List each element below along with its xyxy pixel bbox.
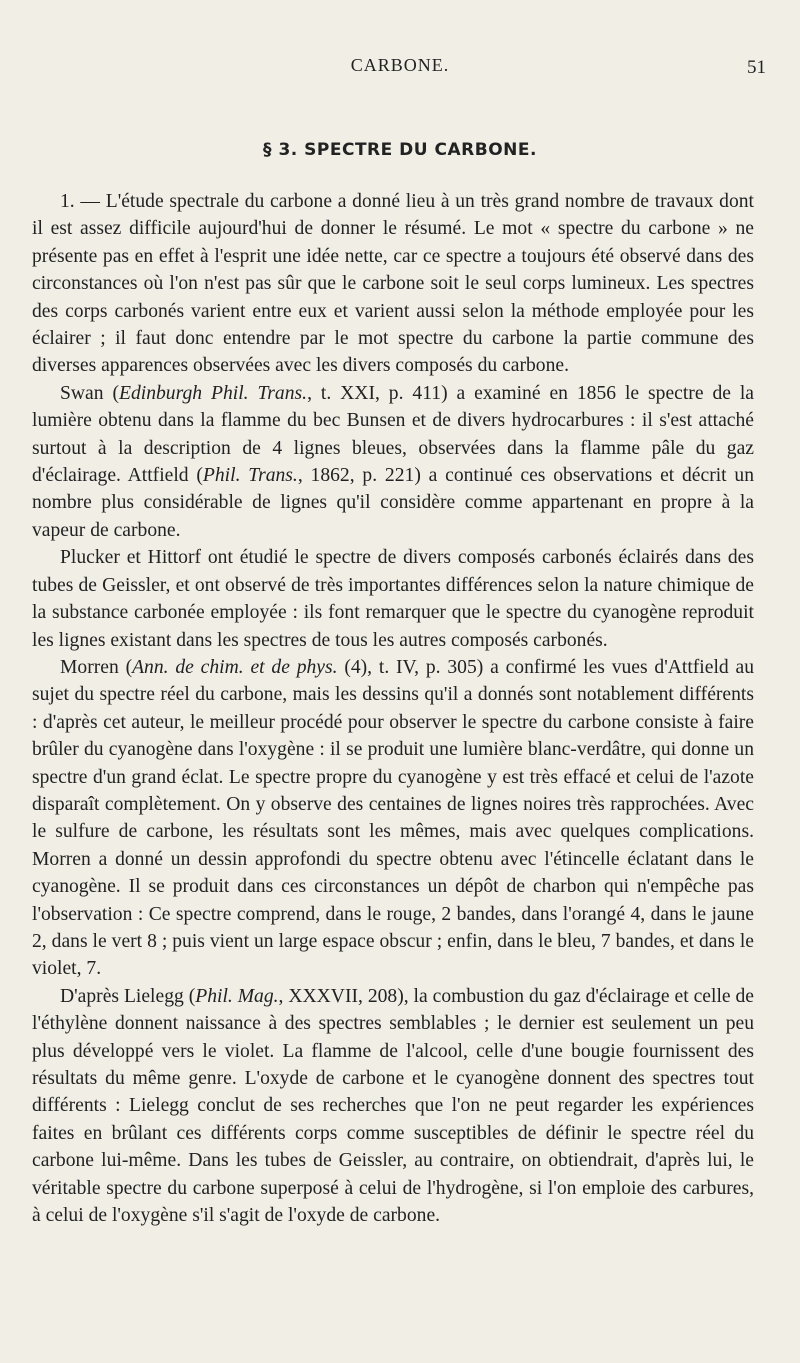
paragraph [32,654,754,983]
paragraph [32,983,754,1230]
paragraph [32,544,754,654]
text-run: 1. — L'étude spectrale du carbone a donné lieu à un très grand nombre de travaux dont il est assez difficile aujourd'hui de donner le résumé. Le mot « spectre du carbone » ne présente pas en effet à l'esprit une idée nette, car ce spectre a toujours été observé dans des circonstances où l'on n'est pas sûr que le carbone soit le seul corps lumineux. Les spectres des corps carbonés varient entre eux et varient aussi selon la méthode employée pour les éclairer ; il faut donc entendre par le mot spectre du carbone la partie commune des diverses apparences observées avec les divers composés du carbone. [32,191,754,377]
text-run: Plucker et Hittorf ont étudié le spectre de divers composés carbonés éclairés dans des tubes de Geissler, et ont observé de très importantes différences selon la nature chimique de la substance carbonée employée : ils font remarquer que le spectre du cyanogène reproduit les lignes existant dans les spectres de tous les autres composés carbonés. [32,547,754,651]
paragraph [32,380,754,544]
text-run: Swan ( [60,382,119,404]
running-title: CARBONE. [350,55,450,75]
text-run: , 1862, p. 221) a continué ces observations et décrit un nombre plus considérable de lignes qu'il considère comme appartenant en propre à la vapeur de carbone. [32,465,755,541]
citation-title: Edinburgh Phil. Trans. [119,382,308,404]
text-run: , t. XXI, p. 411) a examiné en 1856 le spectre de la lumière obtenu dans la flamme du bec Bunsen et de divers hydrocarbures : il s'est attaché surtout à la description de 4 lignes bleues, observées dans la flamme pâle du gaz d'éclairage. Attfield ( [32,382,755,487]
citation-title: Phil. Mag. [195,985,279,1007]
page-number: 51 [747,57,766,78]
text-run: , XXXVII, 208), la combustion du gaz d'éclairage et celle de l'éthylène donnent naissance à des spectres semblables ; le dernier est seulement un peu plus développé vers le violet. La flamme de l'alcool, celle d'une bougie fournissent des résultats du même genre. L'oxyde de carbone et le cyanogène donnent des spectres tout différents : Lielegg conclut de ses recherches que l'on ne peut regarder les expériences faites en brûlant ces différents corps comme susceptibles de définir le spectre réel du carbone lui-même. Dans les tubes de Geissler, au contraire, on obtiendrait, d'après lui, le véritable spectre du carbone superposé à celui de l'hydrogène, si l'on emploie des carbures, à celui de l'oxygène s'il s'agit de l'oxyde de carbone. [32,985,754,1227]
section-heading: § 3. SPECTRE DU CARBONE. [263,140,537,160]
text-run: (4), t. IV, p. 305) a confirmé les vues d'Attfield au sujet du spectre réel du carbone, mais les dessins qu'il a donnés sont notablement différents : d'après cet auteur, le meilleur procédé pour observer le spectre du carbone consiste à faire brûler du cyanogène dans l'oxygène : il se produit une lumière blanc-verdâtre, qui donne un spectre d'un grand éclat. Le spectre propre du cyanogène y est très effacé et celui de l'azote disparaît complètement. On y observe des centaines de lignes noires très rapprochées. Avec le sulfure de carbone, les résultats sont les mêmes, mais avec quelques complications. Morren a donné un dessin approfondi du spectre obtenu avec l'étincelle éclatant dans le cyanogène. Il se produit dans ces circonstances un dépôt de charbon qui n'empêche pas l'observation : Ce spectre comprend, dans le rouge, 2 bandes, dans l'orangé 4, dans le jaune 2, dans le vert 8 ; puis vient un large espace obscur ; enfin, dans le bleu, 7 bandes, et dans le violet, 7. [32,656,754,980]
citation-title: Phil. Trans. [202,465,298,487]
body-text [32,188,754,1229]
text-run: Morren ( [60,656,133,678]
text-run: D'après Lielegg ( [60,985,196,1007]
running-head [0,55,800,83]
paragraph [32,188,754,380]
citation-title: Ann. de chim. et de phys. [132,656,338,678]
